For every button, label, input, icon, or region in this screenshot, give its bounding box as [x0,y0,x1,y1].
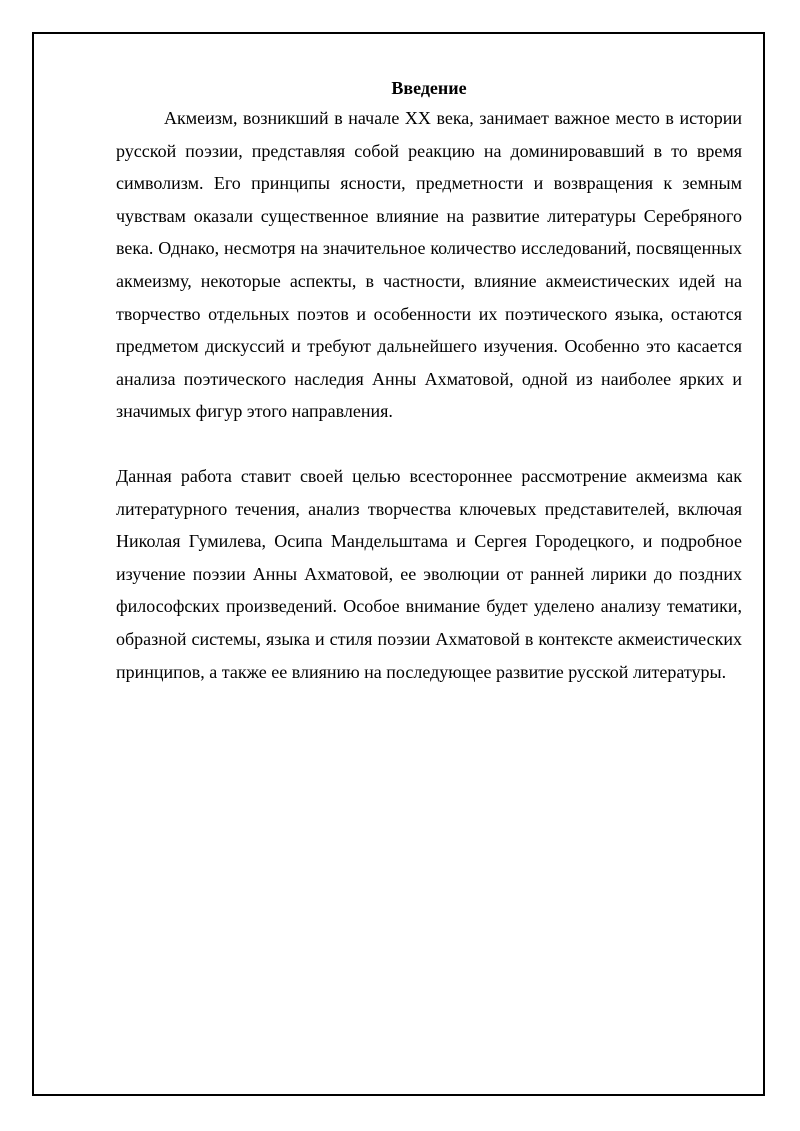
paragraph-intro: Акмеизм, возникший в начале XX века, занимает важное место в истории русской поэзии, представляя собой реакцию на доминировавший в то время символизм. Его принципы ясности, предметности и возвращения к земным чувствам оказали существенное влияние на развитие литературы Серебряного века. Однако, несмотря на значительное количество исследований, посвященных акмеизму, некоторые аспекты, в частности, влияние акмеистических идей на творчество отдельных поэтов и особенности их поэтического языка, остаются предметом дискуссий и требуют дальнейшего изучения. Особенно это касается анализа поэтического наследия Анны Ахматовой, одной из наиболее ярких и значимых фигур этого направления. [116,108,742,422]
document-body [116,74,742,688]
paragraph-spacer [116,428,742,460]
document-title: Введение [391,78,467,98]
paragraph-goal: Данная работа ставит своей целью всестороннее рассмотрение акмеизма как литературного течения, анализ творчества ключевых представителей, включая Николая Гумилева, Осипа Мандельштама и Сергея Городецкого, и подробное изучение поэзии Анны Ахматовой, ее эволюции от ранней лирики до поздних философских произведений. Особое внимание будет уделено анализу тематики, образной системы, языка и стиля поэзии Ахматовой в контексте акмеистических принципов, а также ее влиянию на последующее развитие русской литературы. [116,465,742,682]
